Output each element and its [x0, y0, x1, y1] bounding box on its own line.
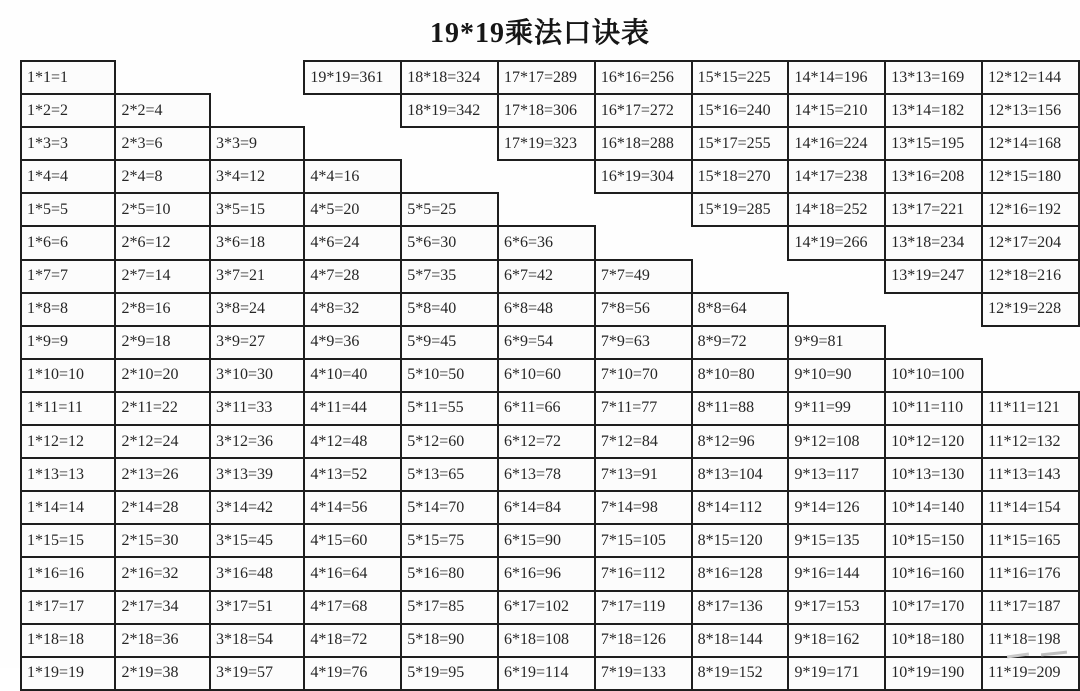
table-row: [21, 160, 1079, 193]
product-cell: 14*19=266: [788, 226, 885, 259]
product-cell: 5*10=50: [401, 359, 498, 392]
product-cell: 1*15=15: [21, 524, 115, 557]
empty-cell: [304, 127, 401, 160]
product-cell: 13*16=208: [885, 160, 982, 193]
product-cell: 12*13=156: [982, 94, 1079, 127]
product-cell: 4*5=20: [304, 193, 401, 226]
product-cell: 1*9=9: [21, 326, 115, 359]
product-cell: 10*18=180: [885, 624, 982, 657]
product-cell: 7*19=133: [595, 657, 692, 690]
product-cell: 6*7=42: [498, 260, 595, 293]
product-cell: 1*2=2: [21, 94, 115, 127]
product-cell: 7*16=112: [595, 557, 692, 590]
product-cell: 4*8=32: [304, 293, 401, 326]
product-cell: 8*15=120: [692, 524, 789, 557]
product-cell: 8*8=64: [692, 293, 789, 326]
product-cell: 2*2=4: [115, 94, 209, 127]
product-cell: 5*13=65: [401, 458, 498, 491]
product-cell: 3*12=36: [210, 425, 304, 458]
product-cell: 10*15=150: [885, 524, 982, 557]
product-cell: 2*16=32: [115, 557, 209, 590]
product-cell: 1*18=18: [21, 624, 115, 657]
product-cell: 2*7=14: [115, 260, 209, 293]
product-cell: 6*10=60: [498, 359, 595, 392]
product-cell: 13*14=182: [885, 94, 982, 127]
product-cell: 11*17=187: [982, 591, 1079, 624]
product-cell: 7*13=91: [595, 458, 692, 491]
empty-cell: [210, 94, 304, 127]
product-cell: 4*15=60: [304, 524, 401, 557]
product-cell: 6*6=36: [498, 226, 595, 259]
product-cell: 8*14=112: [692, 491, 789, 524]
product-cell: 6*11=66: [498, 392, 595, 425]
product-cell: 12*18=216: [982, 260, 1079, 293]
product-cell: 4*14=56: [304, 491, 401, 524]
product-cell: 1*12=12: [21, 425, 115, 458]
product-cell: 3*5=15: [210, 193, 304, 226]
product-cell: 4*4=16: [304, 160, 401, 193]
product-cell: 4*11=44: [304, 392, 401, 425]
product-cell: 9*14=126: [788, 491, 885, 524]
product-cell: 3*14=42: [210, 491, 304, 524]
table-row: [21, 458, 1079, 491]
product-cell: 3*3=9: [210, 127, 304, 160]
multiplication-table: [20, 60, 1080, 691]
product-cell: 8*18=144: [692, 624, 789, 657]
product-cell: 16*16=256: [595, 61, 692, 94]
product-cell: 6*16=96: [498, 557, 595, 590]
product-cell: 5*17=85: [401, 591, 498, 624]
product-cell: 6*12=72: [498, 425, 595, 458]
product-cell: 11*14=154: [982, 491, 1079, 524]
product-cell: 5*7=35: [401, 260, 498, 293]
product-cell: 3*6=18: [210, 226, 304, 259]
product-cell: 15*16=240: [692, 94, 789, 127]
product-cell: 18*19=342: [401, 94, 498, 127]
product-cell: 12*17=204: [982, 226, 1079, 259]
product-cell: 4*13=52: [304, 458, 401, 491]
product-cell: 11*12=132: [982, 425, 1079, 458]
product-cell: 3*7=21: [210, 260, 304, 293]
product-cell: 2*6=12: [115, 226, 209, 259]
product-cell: 2*17=34: [115, 591, 209, 624]
product-cell: 9*13=117: [788, 458, 885, 491]
product-cell: 16*19=304: [595, 160, 692, 193]
table-row: [21, 591, 1079, 624]
empty-cell: [982, 326, 1079, 359]
empty-cell: [304, 94, 401, 127]
empty-cell: [401, 160, 498, 193]
product-cell: 2*3=6: [115, 127, 209, 160]
product-cell: 7*12=84: [595, 425, 692, 458]
empty-cell: [595, 226, 692, 259]
product-cell: 2*15=30: [115, 524, 209, 557]
empty-cell: [885, 293, 982, 326]
product-cell: 1*8=8: [21, 293, 115, 326]
table-row: [21, 425, 1079, 458]
product-cell: 2*5=10: [115, 193, 209, 226]
table-row: [21, 624, 1079, 657]
product-cell: 7*9=63: [595, 326, 692, 359]
product-cell: 6*18=108: [498, 624, 595, 657]
product-cell: 8*11=88: [692, 392, 789, 425]
product-cell: 10*10=100: [885, 359, 982, 392]
product-cell: 14*14=196: [788, 61, 885, 94]
product-cell: 9*12=108: [788, 425, 885, 458]
product-cell: 2*4=8: [115, 160, 209, 193]
product-cell: 2*18=36: [115, 624, 209, 657]
product-cell: 13*13=169: [885, 61, 982, 94]
product-cell: 6*17=102: [498, 591, 595, 624]
product-cell: 1*5=5: [21, 193, 115, 226]
page-title: 19*19乘法口诀表: [429, 18, 650, 49]
product-cell: 17*19=323: [498, 127, 595, 160]
product-cell: 3*19=57: [210, 657, 304, 690]
product-cell: 3*8=24: [210, 293, 304, 326]
product-cell: 7*17=119: [595, 591, 692, 624]
table-row: [21, 193, 1079, 226]
product-cell: 1*6=6: [21, 226, 115, 259]
product-cell: 17*17=289: [498, 61, 595, 94]
product-cell: 3*13=39: [210, 458, 304, 491]
product-cell: 6*8=48: [498, 293, 595, 326]
product-cell: 2*8=16: [115, 293, 209, 326]
table-row: [21, 260, 1079, 293]
empty-cell: [788, 260, 885, 293]
empty-cell: [498, 160, 595, 193]
product-cell: 14*18=252: [788, 193, 885, 226]
product-cell: 4*7=28: [304, 260, 401, 293]
table-row: [21, 326, 1079, 359]
empty-cell: [210, 61, 304, 94]
product-cell: 2*10=20: [115, 359, 209, 392]
product-cell: 1*14=14: [21, 491, 115, 524]
product-cell: 9*10=90: [788, 359, 885, 392]
table-row: [21, 94, 1079, 127]
product-cell: 9*19=171: [788, 657, 885, 690]
product-cell: 5*12=60: [401, 425, 498, 458]
product-cell: 15*19=285: [692, 193, 789, 226]
product-cell: 7*10=70: [595, 359, 692, 392]
product-cell: 4*18=72: [304, 624, 401, 657]
empty-cell: [401, 127, 498, 160]
empty-cell: [115, 61, 209, 94]
product-cell: 5*19=95: [401, 657, 498, 690]
table-row: [21, 61, 1079, 94]
product-cell: 5*9=45: [401, 326, 498, 359]
product-cell: 5*8=40: [401, 293, 498, 326]
product-cell: 10*11=110: [885, 392, 982, 425]
product-cell: 2*14=28: [115, 491, 209, 524]
product-cell: 5*15=75: [401, 524, 498, 557]
product-cell: 8*16=128: [692, 557, 789, 590]
empty-cell: [595, 193, 692, 226]
product-cell: 2*11=22: [115, 392, 209, 425]
product-cell: 14*17=238: [788, 160, 885, 193]
product-cell: 6*19=114: [498, 657, 595, 690]
empty-cell: [982, 359, 1079, 392]
product-cell: 9*17=153: [788, 591, 885, 624]
empty-cell: [498, 193, 595, 226]
product-cell: 5*16=80: [401, 557, 498, 590]
product-cell: 7*18=126: [595, 624, 692, 657]
product-cell: 13*19=247: [885, 260, 982, 293]
empty-cell: [788, 293, 885, 326]
product-cell: 13*18=234: [885, 226, 982, 259]
product-cell: 18*18=324: [401, 61, 498, 94]
product-cell: 3*11=33: [210, 392, 304, 425]
product-cell: 4*19=76: [304, 657, 401, 690]
product-cell: 9*11=99: [788, 392, 885, 425]
product-cell: 9*15=135: [788, 524, 885, 557]
product-cell: 6*15=90: [498, 524, 595, 557]
table-row: [21, 359, 1079, 392]
product-cell: 11*18=198: [982, 624, 1079, 657]
product-cell: 7*14=98: [595, 491, 692, 524]
product-cell: 11*16=176: [982, 557, 1079, 590]
product-cell: 4*16=64: [304, 557, 401, 590]
table-row: [21, 392, 1079, 425]
product-cell: 5*5=25: [401, 193, 498, 226]
product-cell: 11*13=143: [982, 458, 1079, 491]
product-cell: 8*12=96: [692, 425, 789, 458]
product-cell: 6*13=78: [498, 458, 595, 491]
product-cell: 8*17=136: [692, 591, 789, 624]
table-row: [21, 127, 1079, 160]
product-cell: 15*15=225: [692, 61, 789, 94]
table-row: [21, 657, 1079, 690]
product-cell: 4*17=68: [304, 591, 401, 624]
product-cell: 15*18=270: [692, 160, 789, 193]
product-cell: 2*12=24: [115, 425, 209, 458]
product-cell: 16*17=272: [595, 94, 692, 127]
product-cell: 4*9=36: [304, 326, 401, 359]
product-cell: 2*9=18: [115, 326, 209, 359]
product-cell: 12*19=228: [982, 293, 1079, 326]
empty-cell: [885, 326, 982, 359]
product-cell: 1*10=10: [21, 359, 115, 392]
product-cell: 8*19=152: [692, 657, 789, 690]
product-cell: 1*19=19: [21, 657, 115, 690]
product-cell: 1*4=4: [21, 160, 115, 193]
empty-cell: [692, 260, 789, 293]
product-cell: 14*15=210: [788, 94, 885, 127]
product-cell: 15*17=255: [692, 127, 789, 160]
empty-cell: [692, 226, 789, 259]
table-row: [21, 226, 1079, 259]
product-cell: 4*10=40: [304, 359, 401, 392]
product-cell: 12*15=180: [982, 160, 1079, 193]
product-cell: 3*17=51: [210, 591, 304, 624]
product-cell: 3*15=45: [210, 524, 304, 557]
product-cell: 2*13=26: [115, 458, 209, 491]
product-cell: 11*15=165: [982, 524, 1079, 557]
product-cell: 4*6=24: [304, 226, 401, 259]
product-cell: 9*16=144: [788, 557, 885, 590]
product-cell: 10*13=130: [885, 458, 982, 491]
product-cell: 10*14=140: [885, 491, 982, 524]
product-cell: 5*11=55: [401, 392, 498, 425]
product-cell: 11*11=121: [982, 392, 1079, 425]
table-row: [21, 524, 1079, 557]
product-cell: 9*9=81: [788, 326, 885, 359]
product-cell: 7*7=49: [595, 260, 692, 293]
product-cell: 13*15=195: [885, 127, 982, 160]
product-cell: 10*17=170: [885, 591, 982, 624]
product-cell: 6*9=54: [498, 326, 595, 359]
product-cell: 3*10=30: [210, 359, 304, 392]
product-cell: 13*17=221: [885, 193, 982, 226]
product-cell: 10*12=120: [885, 425, 982, 458]
product-cell: 1*7=7: [21, 260, 115, 293]
table-row: [21, 557, 1079, 590]
product-cell: 1*13=13: [21, 458, 115, 491]
product-cell: 1*11=11: [21, 392, 115, 425]
product-cell: 12*14=168: [982, 127, 1079, 160]
table-row: [21, 293, 1079, 326]
product-cell: 8*10=80: [692, 359, 789, 392]
multiplication-table-body: [21, 61, 1079, 690]
product-cell: 19*19=361: [304, 61, 401, 94]
product-cell: 1*3=3: [21, 127, 115, 160]
product-cell: 2*19=38: [115, 657, 209, 690]
product-cell: 3*4=12: [210, 160, 304, 193]
product-cell: 12*12=144: [982, 61, 1079, 94]
product-cell: 7*11=77: [595, 392, 692, 425]
product-cell: 3*9=27: [210, 326, 304, 359]
product-cell: 1*17=17: [21, 591, 115, 624]
product-cell: 5*14=70: [401, 491, 498, 524]
product-cell: 17*18=306: [498, 94, 595, 127]
product-cell: 9*18=162: [788, 624, 885, 657]
product-cell: 14*16=224: [788, 127, 885, 160]
product-cell: 7*8=56: [595, 293, 692, 326]
product-cell: 8*9=72: [692, 326, 789, 359]
product-cell: 6*14=84: [498, 491, 595, 524]
product-cell: 4*12=48: [304, 425, 401, 458]
product-cell: 7*15=105: [595, 524, 692, 557]
product-cell: 8*13=104: [692, 458, 789, 491]
product-cell: 12*16=192: [982, 193, 1079, 226]
product-cell: 1*16=16: [21, 557, 115, 590]
product-cell: 16*18=288: [595, 127, 692, 160]
product-cell: 3*16=48: [210, 557, 304, 590]
product-cell: 5*6=30: [401, 226, 498, 259]
table-row: [21, 491, 1079, 524]
product-cell: 1*1=1: [21, 61, 115, 94]
product-cell: 11*19=209: [982, 657, 1079, 690]
product-cell: 10*16=160: [885, 557, 982, 590]
product-cell: 10*19=190: [885, 657, 982, 690]
product-cell: 3*18=54: [210, 624, 304, 657]
product-cell: 5*18=90: [401, 624, 498, 657]
